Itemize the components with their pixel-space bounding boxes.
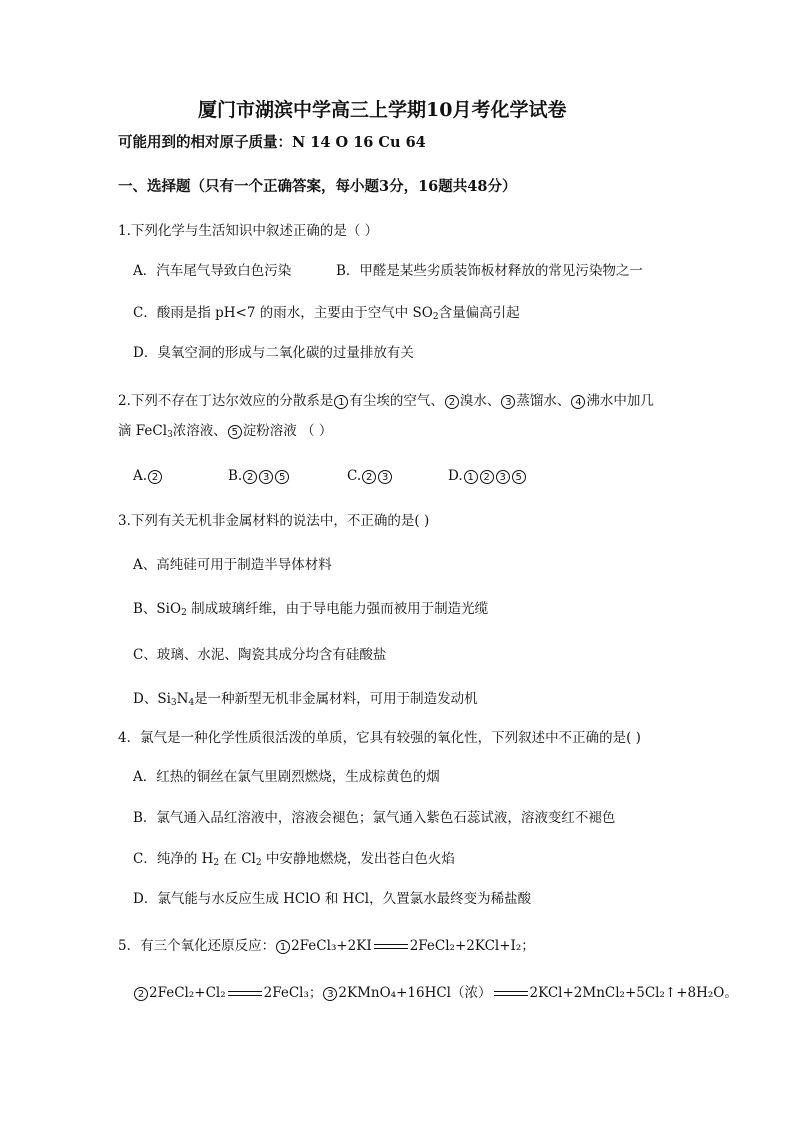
circled-number-2: 2 [148,470,162,484]
question-1-stem: 1.下列化学与生活知识中叙述正确的是（ ） [118,223,379,239]
question-5-line2: 2 2FeCl₂+Cl₂ 2FeCl₃； 3 2KMnO₄+16HCl（浓） 2KCl+2MnCl₂+5Cl₂↑+8H₂O。 [133,984,738,1002]
circled-number-2: 2 [134,987,148,1001]
q1-option-d: D．臭氧空洞的形成与二氧化碳的过量排放有关 [133,345,414,361]
question-4-stem: 4．氯气是一种化学性质很活泼的单质，它具有较强的氧化性，下列叙述中不正确的是( ) [118,730,641,746]
q1-option-a: A．汽车尾气导致白色污染 [133,263,292,279]
circled-number-5: 5 [512,470,526,484]
q3-option-a: A、高纯硅可用于制造半导体材料 [133,557,332,573]
question-2-stem-line1: 2.下列不存在丁达尔效应的分散系是 1 有尘埃的空气、 2 溴水、 3 蒸馏水、 4 沸水中加几 [118,393,654,409]
circled-number-1: 1 [334,395,348,409]
circled-number-4: 4 [571,395,585,409]
question-2-stem-line2: 滴 FeCl$_3$浓溶液、 5 淀粉溶液 （ ） [118,423,333,440]
equals-sign [228,989,262,999]
circled-number-2: 2 [243,470,257,484]
q4-option-b: B．氯气通入品红溶液中，溶液会褪色；氯气通入紫色石蕊试液，溶液变红不褪色 [133,810,616,826]
circled-number-1: 1 [276,940,290,954]
atomic-mass-line: 可能用到的相对原子质量：N 14 O 16 Cu 64 [118,134,426,151]
circled-number-3: 3 [501,395,515,409]
question-5-line1: 5．有三个氧化还原反应： 1 2FeCl₃+2KI 2FeCl₂+2KCl+I₂； [118,938,535,954]
circled-number-3: 3 [496,470,510,484]
q2-option-c: C. 2 3 [347,467,393,485]
circled-number-2: 2 [362,470,376,484]
q2-option-d: D. 1 2 3 5 [448,467,527,485]
q2-option-a: A. 2 [133,467,163,485]
circled-number-5: 5 [275,470,289,484]
q1-option-c: C．酸雨是指 pH<7 的雨水，主要由于空气中 $SO_2$含量偏高引起 [133,305,520,322]
q4-option-c: C．纯净的 $H_2$ 在 $Cl_2$ 中安静地燃烧，发出苍白色火焰 [133,851,455,868]
circled-number-3: 3 [259,470,273,484]
q2-option-b: B. 2 3 5 [228,467,290,485]
question-3-stem: 3.下列有关无机非金属材料的说法中，不正确的是( ) [118,513,430,529]
q3-option-b: B、SiO$_2$ 制成玻璃纤维，由于导电能力强而被用于制造光缆 [133,601,489,618]
circled-number-2: 2 [480,470,494,484]
equals-sign [494,989,528,999]
circled-number-1: 1 [464,470,478,484]
circled-number-5: 5 [228,425,242,439]
equals-sign [374,942,408,952]
circled-number-2: 2 [445,395,459,409]
circled-number-3: 3 [378,470,392,484]
q3-option-d: D、$Si_3N_4$是一种新型无机非金属材料，可用于制造发动机 [133,691,478,708]
section-heading: 一、选择题（只有一个正确答案，每小题3分，16题共48分） [118,178,517,195]
circled-number-3: 3 [323,987,337,1001]
page-title: 厦门市湖滨中学高三上学期10月考化学试卷 [198,99,567,121]
q1-option-b: B．甲醛是某些劣质装饰板材释放的常见污染物之一 [336,263,643,279]
q4-option-d: D．氯气能与水反应生成 HClO 和 HCl，久置氯水最终变为稀盐酸 [133,891,532,907]
q4-option-a: A．红热的铜丝在氯气里剧烈燃烧，生成棕黄色的烟 [133,769,440,785]
q3-option-c: C、玻璃、水泥、陶瓷其成分均含有硅酸盐 [133,647,387,663]
